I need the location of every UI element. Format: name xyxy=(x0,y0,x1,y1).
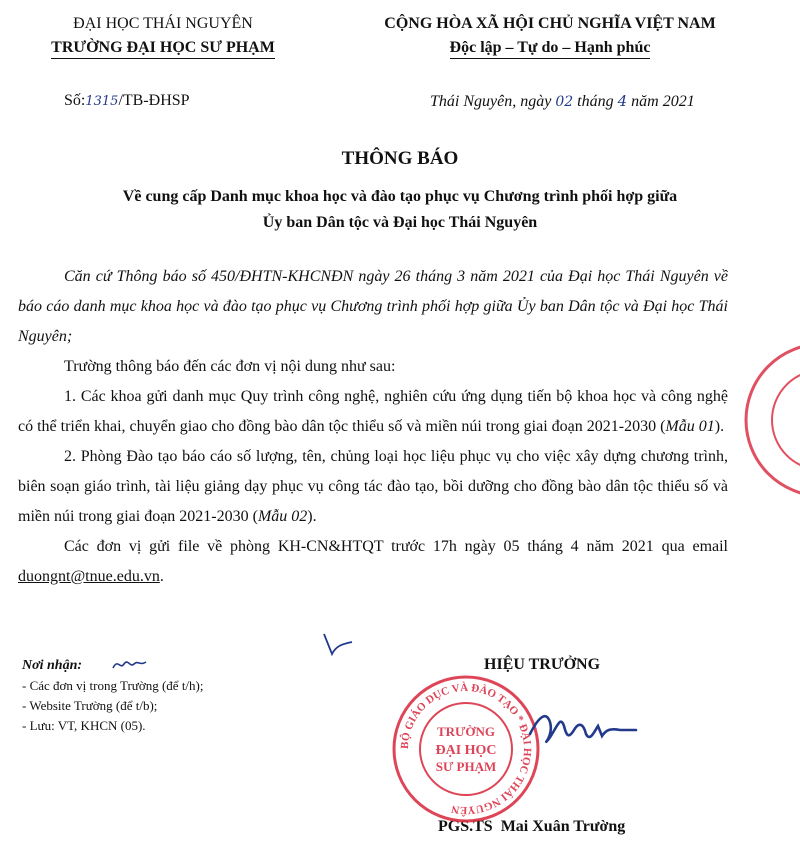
signer-name: PGS.TS Mai Xuân Trường xyxy=(438,818,626,835)
handwritten-signature xyxy=(524,700,644,760)
document-title: THÔNG BÁO xyxy=(341,148,459,169)
body-paragraph-item-2: 2. Phòng Đào tạo báo cáo số lượng, tên, chủng loại học liệu phục vụ cho việc xây dựng chương trình, biên soạn giáo trình, tài liệu giảng dạy phục vụ công tác đào tạo, bồi dưỡng cho đồng bào dân tộc thiểu số và miền núi trong giai đoạn 2021-2030 (Mẫu 02). xyxy=(18,448,728,525)
signer-title: HIỆU TRƯỞNG xyxy=(484,656,601,673)
recipient-item: - Lưu: VT, KHCN (05). xyxy=(22,718,146,733)
stamp-ring-text: BỘ GIÁO DỤC VÀ ĐÀO TẠO * ĐẠI HỌC THÁI NGUYÊN xyxy=(398,681,534,817)
handwritten-month: 4 xyxy=(617,92,628,110)
handwritten-day: 02 xyxy=(555,94,574,110)
official-stamp xyxy=(386,674,546,824)
issuer-header xyxy=(18,12,308,60)
body-paragraph-basis: Căn cứ Thông báo số 450/ĐHTN-KHCNĐN ngày 26 tháng 3 năm 2021 của Đại học Thái Nguyên về báo cáo danh mục khoa học và đào tạo phục vụ Chương trình phối hợp giữa Ủy ban Dân tộc và Đại học Thái Nguyên; xyxy=(18,268,728,345)
date-line: Thái Nguyên, ngày 02 tháng 4 năm 2021 xyxy=(430,92,695,110)
document-subject: Về cung cấp Danh mục khoa học và đào tạo phục vụ Chương trình phối hợp giữa Ủy ban Dân tộc và Đại học Thái Nguyên xyxy=(122,188,678,231)
recipients-initials xyxy=(110,654,150,674)
institution-name: TRƯỜNG ĐẠI HỌC SƯ PHẠM xyxy=(18,36,308,60)
body-paragraph-deadline: Các đơn vị gửi file về phòng KH-CN&HTQT trước 17h ngày 05 tháng 4 năm 2021 qua email duongnt@tnue.edu.vn. xyxy=(18,538,728,585)
stamp-center-line: SƯ PHẠM xyxy=(435,759,497,774)
body-paragraph-item-1: 1. Các khoa gửi danh mục Quy trình công nghệ, nghiên cứu ứng dụng tiến bộ khoa học và công nghệ có thể triển khai, chuyển giao cho đồng bào dân tộc thiểu số và miền núi trong giai đoạn 2021-2030 (Mẫu 01). xyxy=(18,388,728,435)
email-initials xyxy=(318,630,358,660)
handwritten-number: 1315 xyxy=(85,94,119,109)
stamp-center-line: ĐẠI HỌC xyxy=(435,743,497,758)
recipient-item: - Các đơn vị trong Trường (để t/h); xyxy=(22,678,204,693)
document-body xyxy=(18,262,728,592)
recipients-title: Nơi nhận: xyxy=(22,658,83,673)
recipient-item: - Website Trường (để t/b); xyxy=(22,698,158,713)
national-motto: Độc lập – Tự do – Hạnh phúc xyxy=(310,36,790,60)
national-title: CỘNG HÒA XÃ HỘI CHỦ NGHĨA VIỆT NAM xyxy=(384,15,716,32)
body-paragraph-intro: Trường thông báo đến các đơn vị nội dung như sau: xyxy=(64,358,396,375)
email-link[interactable]: duongnt@tnue.edu.vn xyxy=(18,568,160,585)
stamp-center-line: TRƯỜNG xyxy=(436,724,496,739)
document-number: Số:1315/TB-ĐHSP xyxy=(64,92,190,109)
parent-institution: ĐẠI HỌC THÁI NGUYÊN xyxy=(73,15,253,32)
national-header xyxy=(310,12,790,60)
partial-stamp-edge xyxy=(742,330,800,510)
